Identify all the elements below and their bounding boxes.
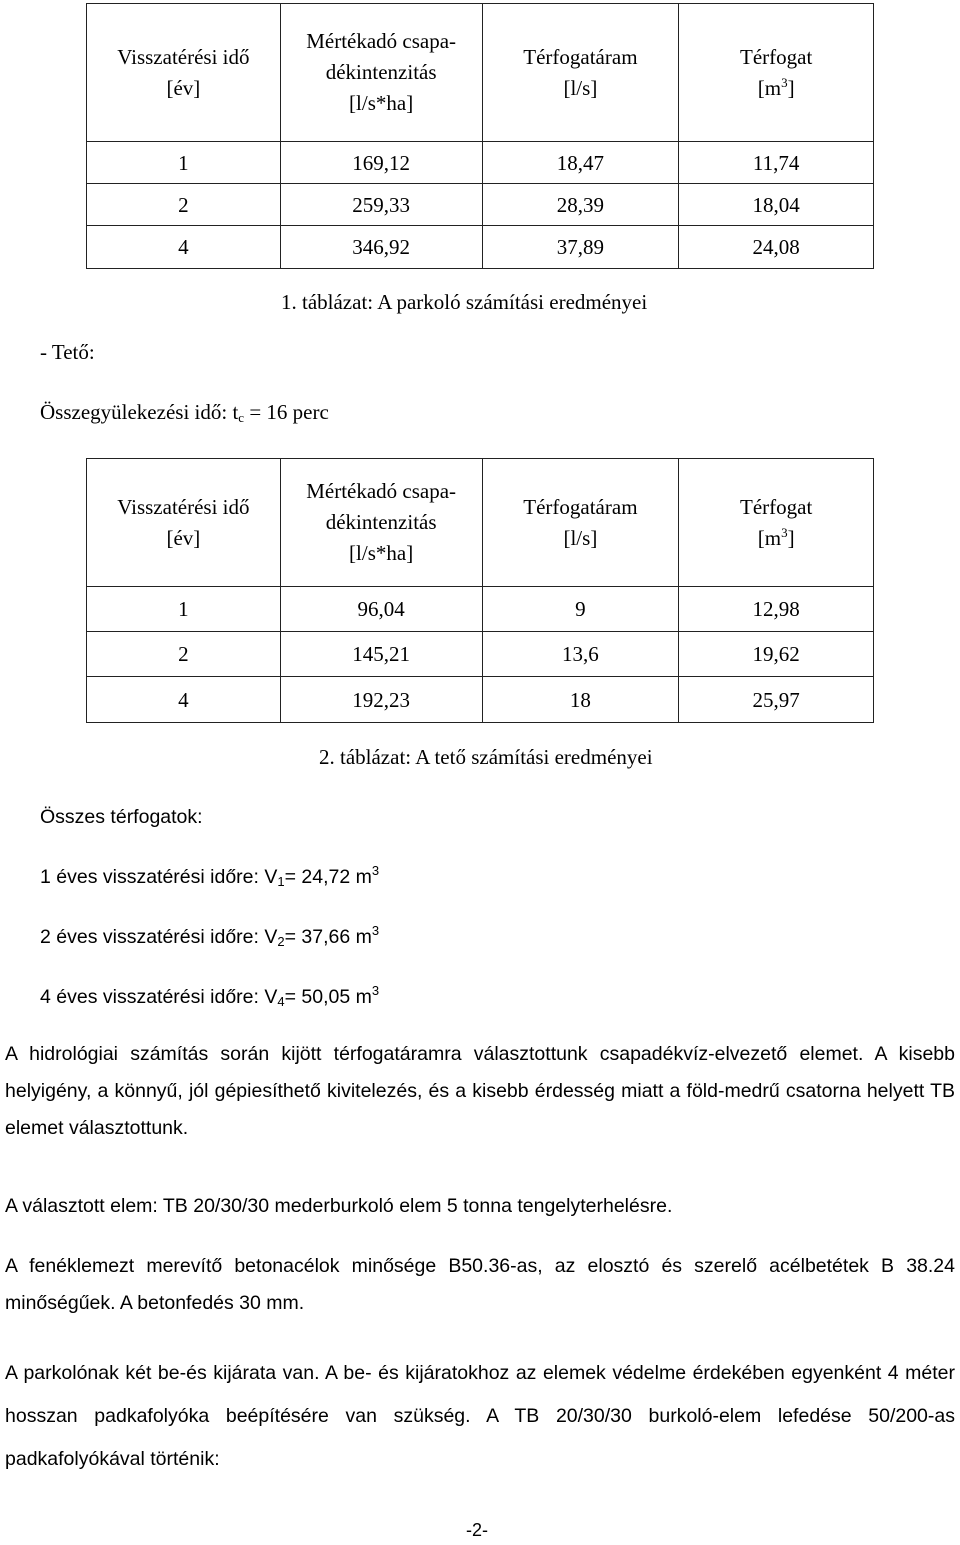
paragraph: A hidrológiai számítás során kijött térfogatáramra választottunk csapadékvíz-elvezető elemet. A kisebb helyigény, a könnyű, jól gépiesíthető kivitelezés, és a kisebb érdesség miatt a föld-medrű csatorna helyett TB elemet választottunk.: [5, 1043, 955, 1139]
table2-caption: 2. táblázat: A tető számítási eredményei: [319, 745, 653, 769]
volume-line: 2 éves visszatérési időre: $V_2= 37,66$ $m^3$: [40, 923, 380, 949]
table1-caption: 1. táblázat: A parkoló számítási eredményei: [281, 290, 648, 314]
table-header-row: [87, 459, 874, 587]
header-return-period: Visszatérési idő [év]: [87, 459, 281, 587]
parking-results-table: [86, 3, 874, 269]
volume-line: 4 éves visszatérési időre: $V_4= 50,05$ $m^3$: [40, 983, 380, 1009]
table-row: 1 96,04 9 12,98: [87, 587, 874, 632]
roof-results-table: [86, 458, 874, 723]
totals-heading: Összes térfogatok:: [40, 806, 203, 828]
header-volume: Térfogat $[m^3]$: [679, 4, 874, 142]
roof-heading: - Tető:: [40, 340, 95, 364]
header-volume: Térfogat $[m^3]$: [679, 459, 874, 587]
header-return-period: Visszatérési idő [év]: [87, 4, 281, 142]
concentration-time: Összegyülekezési idő: $t_c = 16$ perc: [40, 400, 329, 425]
header-rain-intensity: Mértékadó csapa- dékintenzitás [l/s*ha]: [280, 4, 482, 142]
header-flow-rate: Térfogatáram [l/s]: [482, 4, 679, 142]
paragraph: A választott elem: TB 20/30/30 mederburkoló elem 5 tonna tengelyterhelésre.: [5, 1195, 673, 1217]
header-flow-rate: Térfogatáram [l/s]: [482, 459, 679, 587]
table-row: 4 192,23 18 25,97: [87, 677, 874, 723]
table-row: 1 169,12 18,47 11,74: [87, 142, 874, 184]
page-number: -2-: [466, 1520, 488, 1540]
paragraph: A fenéklemezt merevítő betonacélok minősége B50.36-as, az elosztó és szerelő acélbetétek B 38.24 minőségűek. A betonfedés 30 mm.: [5, 1255, 955, 1314]
header-rain-intensity: Mértékadó csapa- dékintenzitás [l/s*ha]: [280, 459, 482, 587]
table-row: 2 145,21 13,6 19,62: [87, 632, 874, 677]
table-row: 2 259,33 28,39 18,04: [87, 184, 874, 226]
paragraph: A parkolónak két be-és kijárata van. A be- és kijáratokhoz az elemek védelme érdekében egyenként 4 méter hosszan padkafolyóka beépítésére van szükség. A TB 20/30/30 burkoló-elem lefedése 50/200-as padkafolyókával történik:: [5, 1362, 955, 1470]
volume-line: 1 éves visszatérési időre: $V_1= 24,72$ $m^3$: [40, 863, 380, 889]
table-header-row: [87, 4, 874, 142]
table-row: 4 346,92 37,89 24,08: [87, 226, 874, 269]
